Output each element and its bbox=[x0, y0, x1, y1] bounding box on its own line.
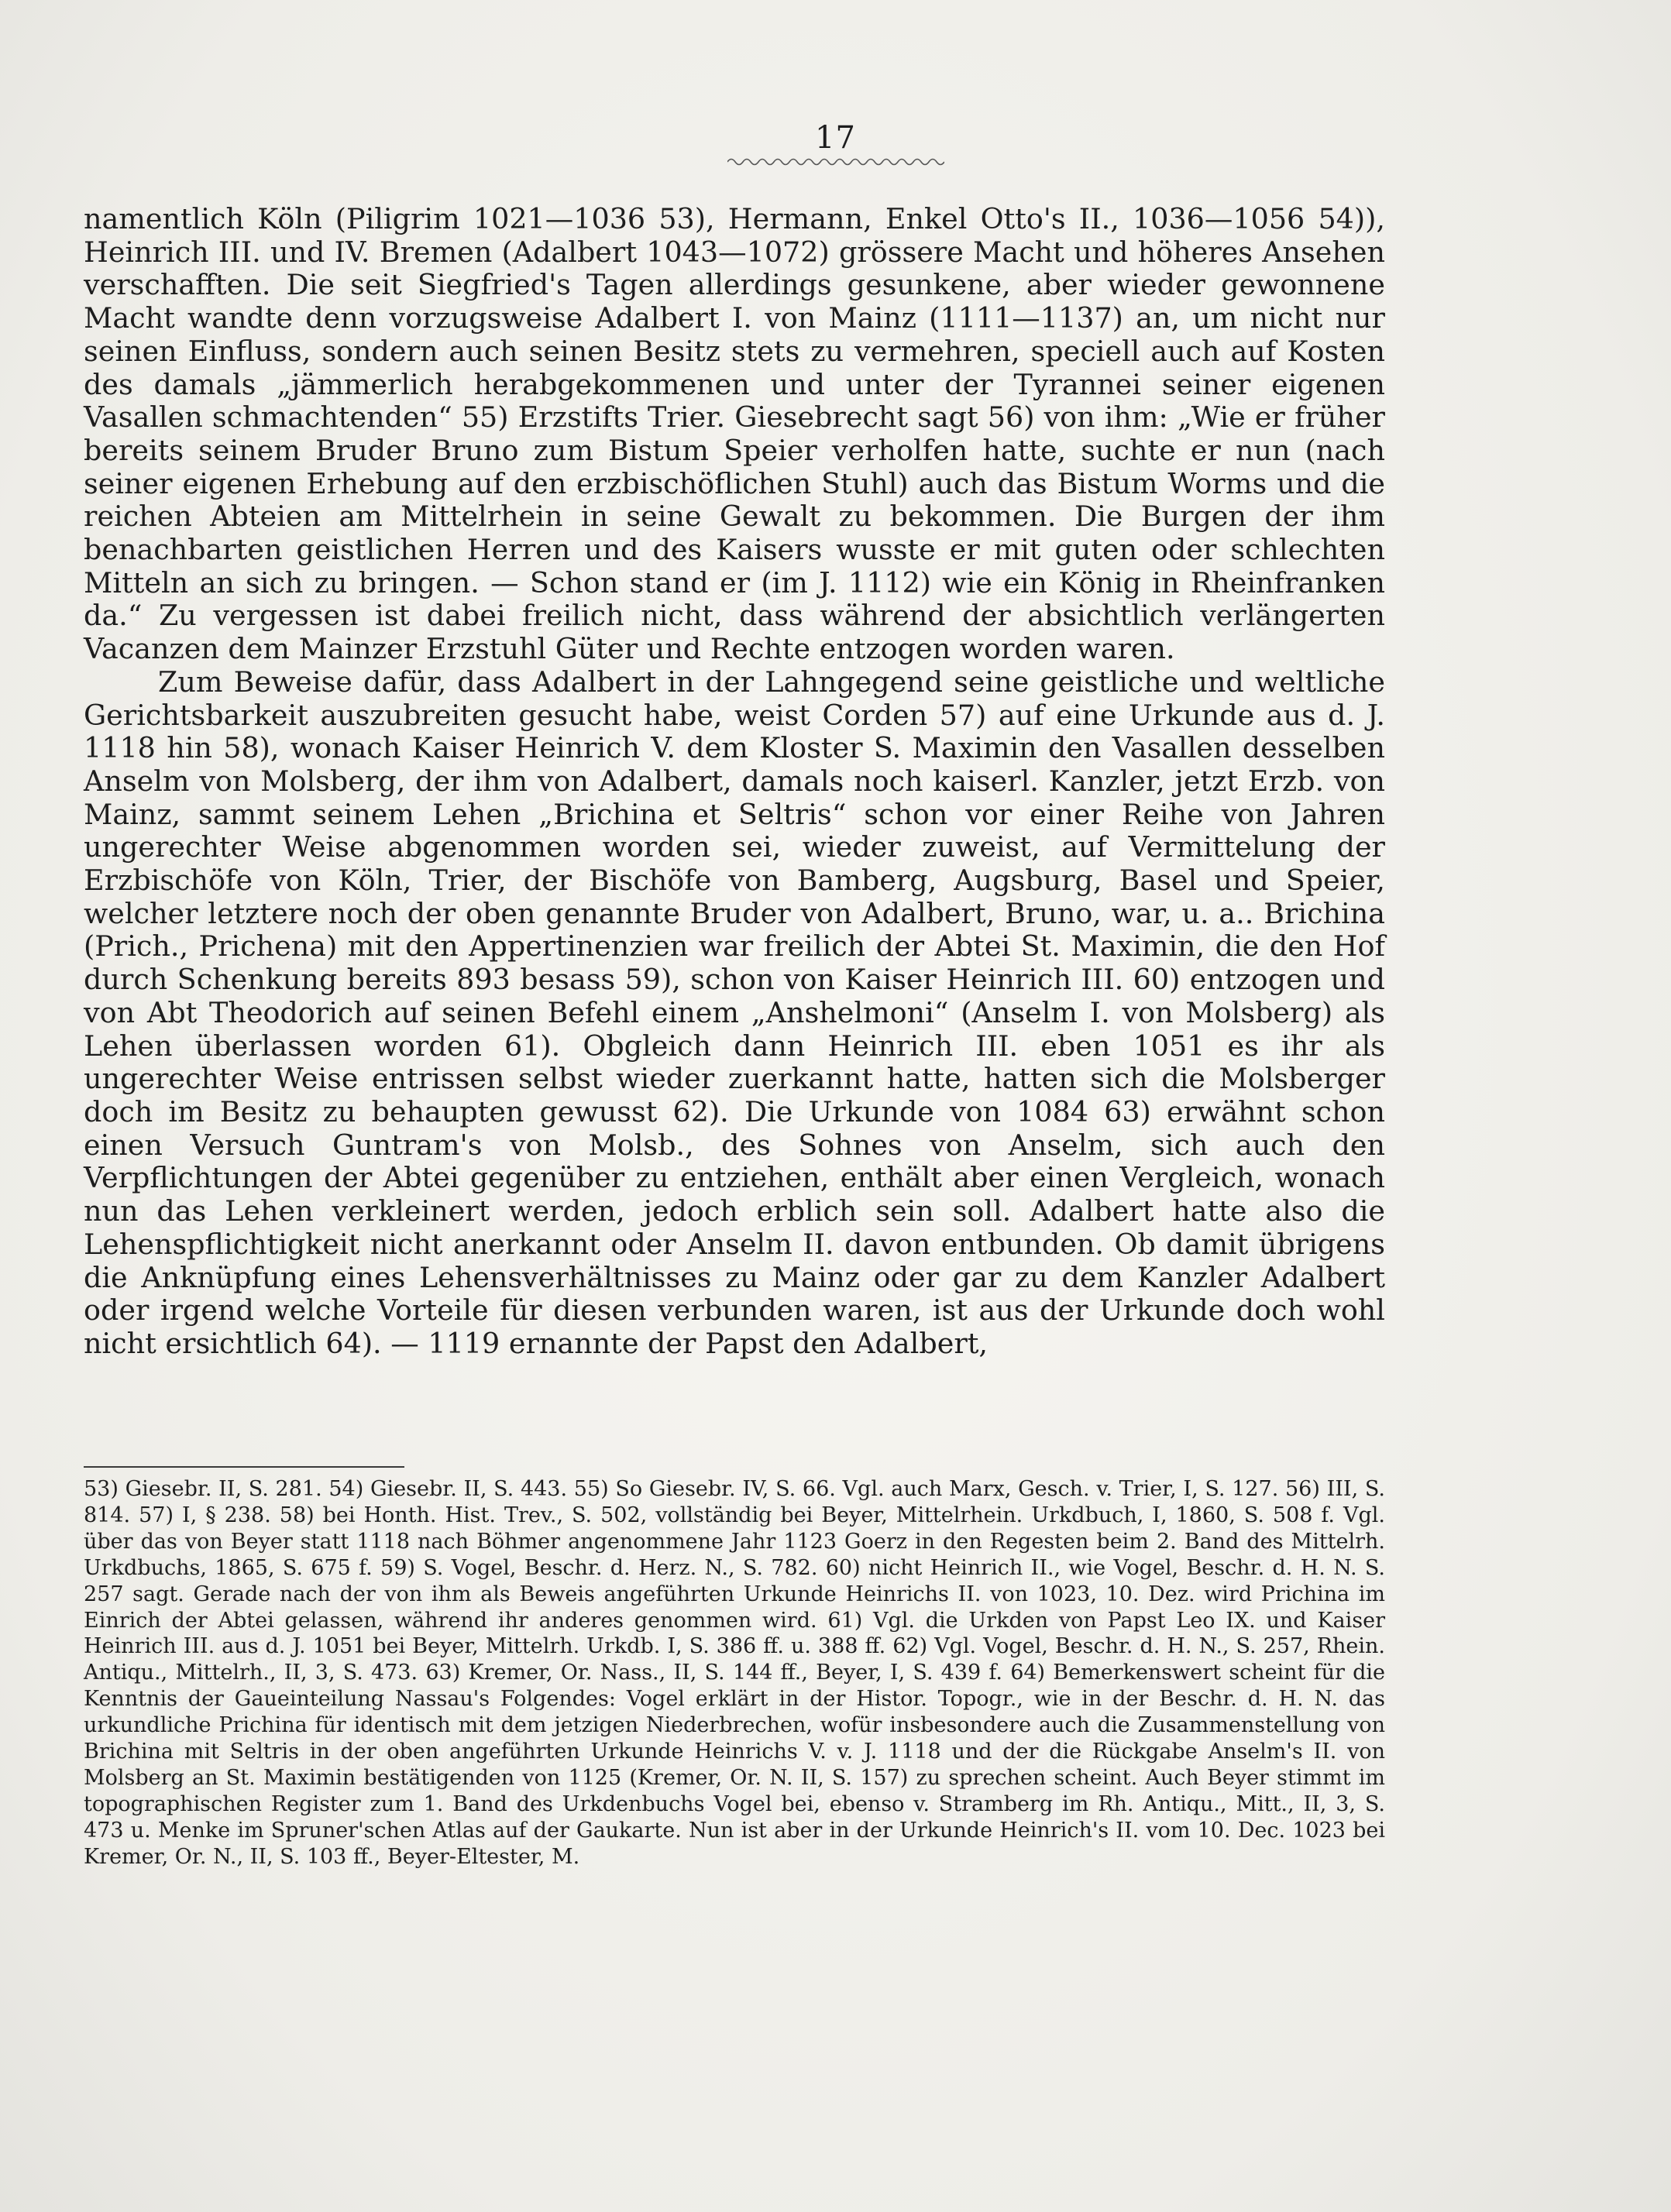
main-text bbox=[84, 203, 1385, 1361]
paragraph-adalbert-lahngegend: Zum Beweise dafür, dass Adalbert in der Lahngegend seine geistliche und weltliche Gerichtsbarkeit auszubreiten gesucht habe, weist Corden 57) auf eine Urkunde aus d. J. 1118 hin 58), wonach Kaiser Heinrich V. dem Kloster S. Maximin den Vasallen desselben Anselm von Molsberg, der ihm von Adalbert, damals noch kaiserl. Kanzler, jetzt Erzb. von Mainz, sammt seinem Lehen „Brichina et Seltris“ schon vor einer Reihe von Jahren ungerechter Weise abgenommen worden sei, wieder zuweist, auf Vermittelung der Erzbischöfe von Köln, Trier, der Bischöfe von Bamberg, Augsburg, Basel und Speier, welcher letztere noch der oben genannte Bruder von Adalbert, Bruno, war, u. a.. Brichina (Prich., Prichena) mit den Appertinenzien war freilich der Abtei St. Maximin, die den Hof durch Schenkung bereits 893 besass 59), schon von Kaiser Heinrich III. 60) entzogen und von Abt Theodorich auf seinen Befehl einem „Anshelmoni“ (Anselm I. von Molsberg) als Lehen überlassen worden 61). Obgleich dann Heinrich III. eben 1051 es ihr als ungerechter Weise entrissen selbst wieder zuerkannt hatte, hatten sich die Molsberger doch im Besitz zu behaupten gewusst 62). Die Urkunde von 1084 63) erwähnt schon einen Versuch Guntram's von Molsb., des Sohnes von Anselm, sich auch den Verpflichtungen der Abtei gegenüber zu entziehen, enthält aber einen Vergleich, wonach nun das Lehen verkleinert werden, jedoch erblich sein soll. Adalbert hatte also die Lehenspflichtigkeit nicht anerkannt oder Anselm II. davon entbunden. Ob damit übrigens die Anknüpfung eines Lehensverhältnisses zu Mainz oder gar zu dem Kanzler Adalbert oder irgend welche Vorteile für diesen verbunden waren, ist aus der Urkunde doch wohl nicht ersichtlich 64). — 1119 ernannte der Papst den Adalbert, bbox=[84, 665, 1385, 1360]
footnotes bbox=[84, 1476, 1385, 1870]
page-number: 17 bbox=[815, 120, 856, 156]
wavy-rule-ornament bbox=[727, 156, 944, 167]
footnote-separator bbox=[84, 1466, 404, 1468]
paragraph-continuation: namentlich Köln (Piligrim 1021—1036 53), Hermann, Enkel Otto's II., 1036—1056 54)), Heinrich III. und IV. Bremen (Adalbert 1043—1072) grössere Macht und höheres Ansehen verschafften. Die seit Siegfried's Tagen allerdings gesunkene, aber wieder gewonnene Macht wandte denn vorzugsweise Adalbert I. von Mainz (1111—1137) an, um nicht nur seinen Einfluss, sondern auch seinen Besitz stets zu vermehren, speciell auch auf Kosten des damals „jämmerlich herabgekommenen und unter der Tyrannei seiner eigenen Vasallen schmachtenden“ 55) Erzstifts Trier. Giesebrecht sagt 56) von ihm: „Wie er früher bereits seinem Bruder Bruno zum Bistum Speier verholfen hatte, suchte er nun (nach seiner eigenen Erhebung auf den erzbischöflichen Stuhl) auch das Bistum Worms und die reichen Abteien am Mittelrhein in seine Gewalt zu bekommen. Die Burgen der ihm benachbarten geistlichen Herren und des Kaisers wusste er mit guten oder schlechten Mitteln an sich zu bringen. — Schon stand er (im J. 1112) wie ein König in Rheinfranken da.“ Zu vergessen ist dabei freilich nicht, dass während der absichtlich verlängerten Vacanzen dem Mainzer Erzstuhl Güter und Rechte entzogen worden waren. bbox=[84, 202, 1385, 666]
footnotes-text: 53) Giesebr. II, S. 281. 54) Giesebr. II, S. 443. 55) So Giesebr. IV, S. 66. Vgl. auch Marx, Gesch. v. Trier, I, S. 127. 56) III, S. 814. 57) I, § 238. 58) bei Honth. Hist. Trev., S. 502, vollständig bei Beyer, Mittelrhein. Urkdbuch, I, 1860, S. 508 f. Vgl. über das von Beyer statt 1118 nach Böhmer angenommene Jahr 1123 Goerz in den Regesten beim 2. Band des Mittelrh. Urkdbuchs, 1865, S. 675 f. 59) S. Vogel, Beschr. d. Herz. N., S. 782. 60) nicht Heinrich II., wie Vogel, Beschr. d. H. N. S. 257 sagt. Gerade nach der von ihm als Beweis angeführten Urkunde Heinrichs II. von 1023, 10. Dez. wird Prichina im Einrich der Abtei gelassen, während ihr anderes genommen wird. 61) Vgl. die Urkden von Papst Leo IX. und Kaiser Heinrich III. aus d. J. 1051 bei Beyer, Mittelrh. Urkdb. I, S. 386 ff. u. 388 ff. 62) Vgl. Vogel, Beschr. d. H. N., S. 257, Rhein. Antiqu., Mittelrh., II, 3, S. 473. 63) Kremer, Or. Nass., II, S. 144 ff., Beyer, I, S. 439 f. 64) Bemerkenswert scheint für die Kenntnis der Gaueinteilung Nassau's Folgendes: Vogel erklärt in der Histor. Topogr., wie in der Beschr. d. H. N. das urkundliche Prichina für identisch mit dem jetzigen Niederbrechen, wofür insbesondere auch die Zusammenstellung von Brichina mit Seltris in der oben angeführten Urkunde Heinrichs V. v. J. 1118 und der die Rückgabe Anselm's II. von Molsberg an St. Maximin bestätigenden von 1125 (Kremer, Or. N. II, S. 157) zu sprechen scheint. Auch Beyer stimmt im topographischen Register zum 1. Band des Urkdenbuchs Vogel bei, ebenso v. Stramberg im Rh. Antiqu., Mitt., II, 3, S. 473 u. Menke im Spruner'schen Atlas auf der Gaukarte. Nun ist aber in der Urkunde Heinrich's II. vom 10. Dec. 1023 bei Kremer, Or. N., II, S. 103 ff., Beyer-Eltester, M. bbox=[84, 1477, 1385, 1869]
